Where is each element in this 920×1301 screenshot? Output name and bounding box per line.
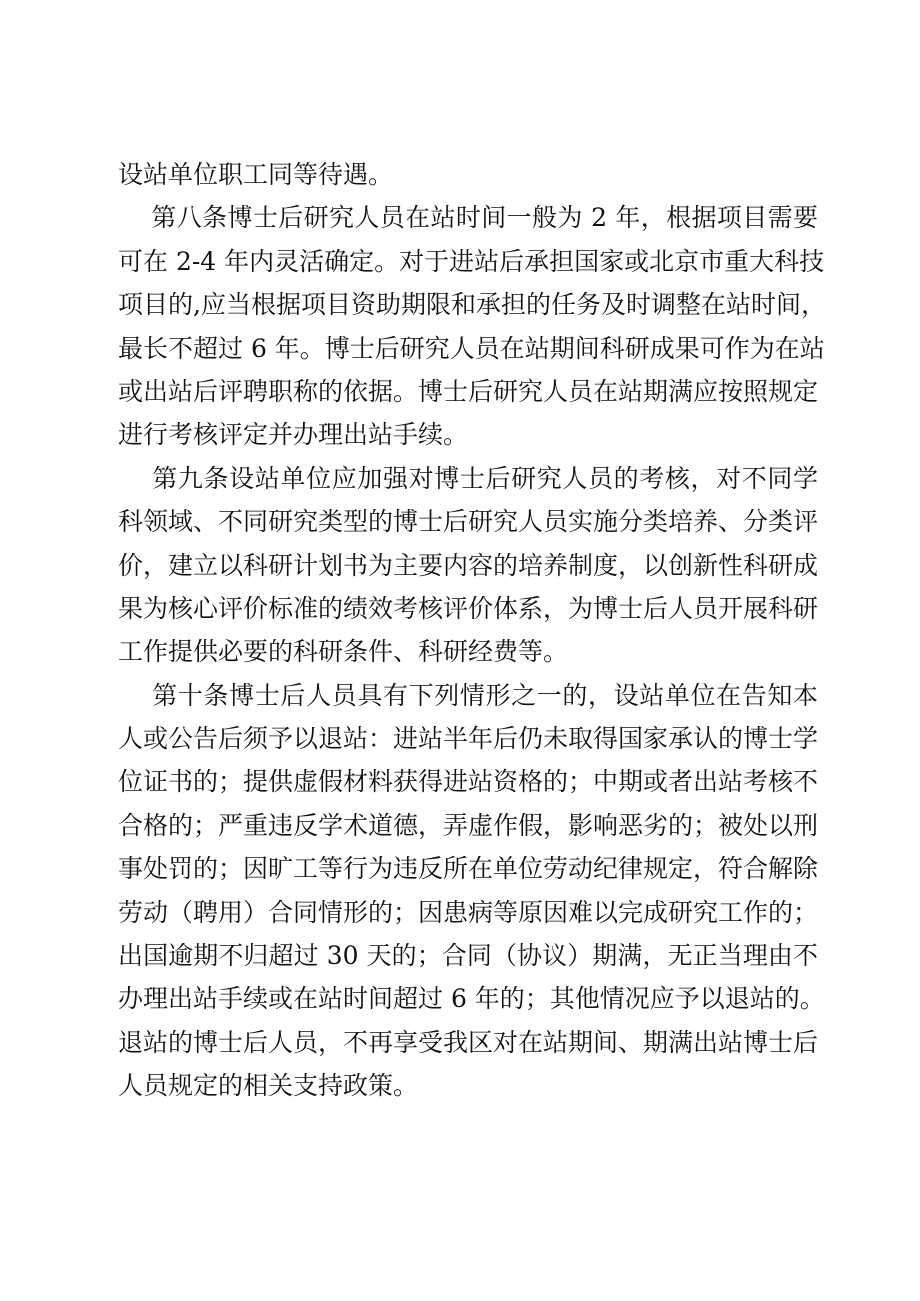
text-line-19: 出国逾期不归超过 30 天的；合同（协议）期满，无正当理由不 (118, 941, 818, 971)
text-line-16: 合格的；严重违反学术道德，弄虚作假，影响恶劣的；被处以刑 (118, 810, 819, 840)
text-line-3: 可在 2-4 年内灵活确定。对于进站后承担国家或北京市重大科技 (118, 246, 825, 276)
text-line-14: 人或公告后须予以退站：进站半年后仍未取得国家承认的博士学 (118, 724, 819, 754)
text-line-10: 价，建立以科研计划书为主要内容的培养制度，以创新性科研成 (118, 550, 819, 580)
text-line-11: 果为核心评价标准的绩效考核评价体系，为博士后人员开展科研 (118, 593, 819, 623)
text-line-4: 项目的,应当根据项目资助期限和承担的任务及时调整在站时间， (118, 290, 826, 320)
text-line-21: 退站的博士后人员，不再享受我区对在站期间、期满出站博士后 (118, 1027, 819, 1057)
text-line-15: 位证书的；提供虚假材料获得进站资格的；中期或者出站考核不 (118, 767, 819, 797)
text-line-6: 或出站后评聘职称的依据。博士后研究人员在站期满应按照规定 (118, 376, 819, 406)
text-line-5: 最长不超过 6 年。博士后研究人员在站期间科研成果可作为在站 (118, 333, 825, 363)
text-line-9: 科领域、不同研究类型的博士后研究人员实施分类培养、分类评 (118, 507, 819, 537)
text-line-12: 工作提供必要的科研条件、科研经费等。 (118, 637, 569, 667)
text-line-2: 第八条博士后研究人员在站时间一般为 2 年，根据项目需要 (118, 203, 818, 233)
text-line-7: 进行考核评定并办理出站手续。 (118, 420, 469, 450)
text-line-17: 事处罚的；因旷工等行为违反所在单位劳动纪律规定，符合解除 (118, 854, 819, 884)
text-line-18: 劳动（聘用）合同情形的；因患病等原因难以完成研究工作的； (118, 897, 819, 927)
text-line-20: 办理出站手续或在站时间超过 6 年的；其他情况应予以退站的。 (118, 984, 825, 1014)
document-body (118, 153, 826, 1108)
text-line-1: 设站单位职工同等待遇。 (118, 160, 394, 189)
text-line-8: 第九条设站单位应加强对博士后研究人员的考核，对不同学 (118, 463, 818, 493)
text-line-22: 人员规定的相关支持政策。 (118, 1071, 419, 1101)
text-line-13: 第十条博士后人员具有下列情形之一的，设站单位在告知本 (118, 680, 818, 710)
